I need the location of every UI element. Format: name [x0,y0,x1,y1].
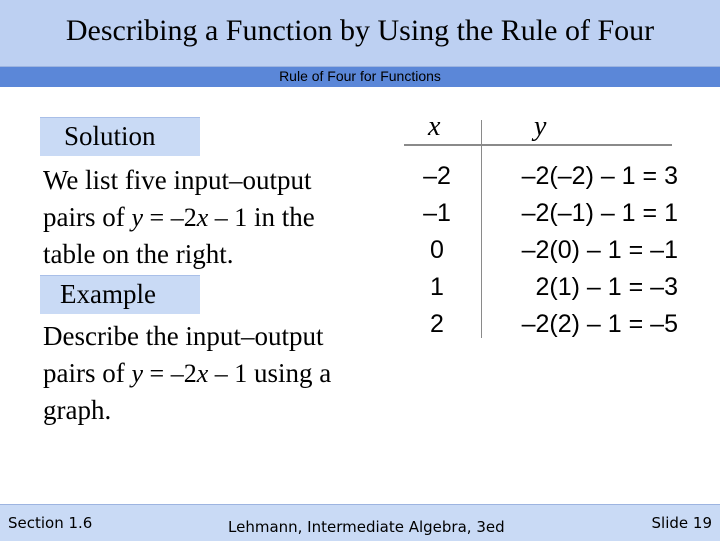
solution-label-box [40,117,200,156]
example-paragraph [43,318,331,429]
table-y-cell: –2(0) – 1 = –1 [521,236,678,264]
footer-bar [0,504,720,541]
table-x-cell: 1 [430,273,444,301]
table-x-cell: –2 [423,162,451,190]
footer-book: Lehmann, Intermediate Algebra, 3ed [228,518,505,536]
title-bar [0,0,720,67]
slide-title: Describing a Function by Using the Rule of Four [65,14,655,47]
solution-paragraph [43,162,315,273]
table-y-cell: –2(–1) – 1 = 1 [521,199,678,227]
table-header-y: y [534,111,547,142]
table-y-column [486,158,686,343]
equation: y = –2x – 1 [131,359,248,388]
table-y-cell: –2(–2) – 1 = 3 [521,162,678,190]
example-line-2: pairs of y = –2x – 1 using a [43,358,332,388]
solution-line-2: pairs of y = –2x – 1 in the [43,202,315,232]
table-header-x: x [428,111,441,142]
table-header-rule [404,144,672,146]
table-x-column [392,158,482,343]
equation: y = –2x – 1 [131,203,248,232]
table-y-cell: 2(1) – 1 = –3 [535,273,678,301]
table-x-cell: –1 [423,199,451,227]
solution-line-3: table on the right. [43,239,234,269]
table-y-cell: –2(2) – 1 = –5 [521,310,678,338]
example-label: Example [60,279,156,309]
footer-slide-number: Slide 19 [651,514,712,532]
slide-subtitle: Rule of Four for Functions [279,68,441,84]
example-line-1: Describe the input–output [43,321,324,351]
table-x-cell: 0 [430,236,444,264]
example-line-3: graph. [43,395,112,425]
subtitle-bar [0,67,720,87]
footer-section: Section 1.6 [8,514,93,532]
solution-label: Solution [64,121,156,151]
solution-line-1: We list five input–output [43,165,312,195]
example-label-box [40,275,200,314]
table-x-cell: 2 [430,310,444,338]
